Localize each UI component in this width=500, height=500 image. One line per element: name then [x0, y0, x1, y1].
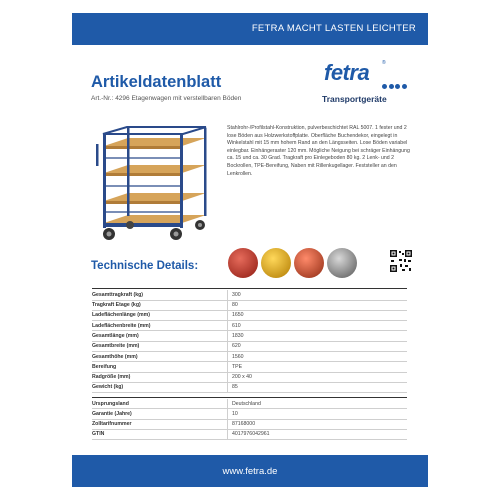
spec-label: Gewicht (kg): [92, 384, 124, 391]
spec-value: 200 x 40: [232, 374, 252, 381]
bottom-banner: [72, 455, 428, 487]
spec-label: Zolltarifnummer: [92, 421, 132, 428]
spec-value: 87168000: [232, 421, 256, 428]
spec-value: TPE: [232, 363, 243, 370]
table-row: [92, 409, 407, 419]
spec-value: 610: [232, 322, 241, 329]
spec-value: 620: [232, 343, 241, 350]
top-banner: [72, 13, 428, 45]
logo-subtitle: Transportgeräte: [322, 94, 387, 104]
table-divider-rule: [92, 397, 407, 398]
fix-badge-icon: [327, 248, 357, 278]
table-row: [92, 382, 407, 392]
spec-value: 10: [232, 410, 238, 417]
spec-value: 300: [232, 291, 241, 298]
datasheet-page: [72, 13, 428, 487]
logo-wordmark: fetra: [324, 60, 370, 85]
table-row: [92, 300, 407, 310]
logo-dots-icon: [382, 76, 410, 84]
registered-mark: ®: [382, 60, 386, 66]
spec-label: Garantie (Jahre): [92, 410, 132, 417]
spec-label: Ladeflächenlänge (mm): [92, 312, 150, 319]
quality-badge-icon: [261, 248, 291, 278]
brand-tagline: FETRA MACHT LASTEN LEICHTER: [251, 23, 416, 34]
spec-value: 1650: [232, 312, 244, 319]
spec-value: 80: [232, 302, 238, 309]
product-image: [94, 124, 214, 242]
table-row: [92, 321, 407, 331]
spec-value: 85: [232, 384, 238, 391]
qr-code-icon: [390, 250, 412, 272]
spec-label: Gesamtlänge (mm): [92, 332, 139, 339]
table-top-rule: [92, 288, 407, 289]
spec-label: Ladeflächenbreite (mm): [92, 322, 151, 329]
table-row: [92, 290, 407, 300]
article-subtitle: Art.-Nr.: 4296 Etagenwagen mit verstellbaren Böden: [91, 95, 242, 102]
spec-label: Tragkraft Etage (kg): [92, 302, 141, 309]
spec-value: 1830: [232, 332, 244, 339]
spec-main-group: [92, 290, 407, 393]
spec-table: [92, 288, 407, 440]
table-row: [92, 352, 407, 362]
table-row: [92, 419, 407, 429]
spec-label: Ursprungsland: [92, 400, 129, 407]
product-description: Stahlrohr-/Profilstahl-Konstruktion, pulverbeschichtet RAL 5007. 1 fester und 2 lose Böden aus Holzwerkstoffplatte. Oberfläche Buchendekor, eingelegt in Winkelstahl mit 15 mm hohem Rand an den Längsseiten. Lose Böden variabel einlegbar. Einhängeraster 120 mm. Mögliche Neigung bei schräger Einhängung ca. 15 und ca. 30 Grad. Tragkraft pro Einlegeboden 80 kg. 2 Lenk- und 2 Bockrollen, TPE-Bereifung, Naben mit Rillenkugellager. Feststeller an den Lenkrollen.: [227, 125, 410, 177]
spec-label: GTIN: [92, 431, 105, 438]
table-row: [92, 310, 407, 320]
badge-row: [228, 248, 398, 282]
section-title: Technische Details:: [91, 260, 199, 272]
table-row: [92, 429, 407, 439]
total-stop-badge-icon: [294, 248, 324, 278]
fetra-logo: [322, 60, 412, 110]
website-link[interactable]: www.fetra.de: [222, 466, 278, 477]
spec-label: Gesamthöhe (mm): [92, 353, 138, 360]
spec-label: Gesamtbreite (mm): [92, 343, 140, 350]
spec-label: Bereifung: [92, 363, 117, 370]
spec-extra-group: [92, 399, 407, 440]
table-row: [92, 341, 407, 351]
spec-value: 4017976042961: [232, 431, 270, 438]
table-row: [92, 362, 407, 372]
table-row: [92, 372, 407, 382]
spec-value: 1560: [232, 353, 244, 360]
spec-value: Deutschland: [232, 400, 261, 407]
table-row: [92, 331, 407, 341]
table-row: [92, 399, 407, 409]
made-in-germany-badge-icon: [228, 248, 258, 278]
spec-label: Radgröße (mm): [92, 374, 131, 381]
page-title: Artikeldatenblatt: [91, 73, 222, 91]
spec-label: Gesamttragkraft (kg): [92, 291, 144, 298]
